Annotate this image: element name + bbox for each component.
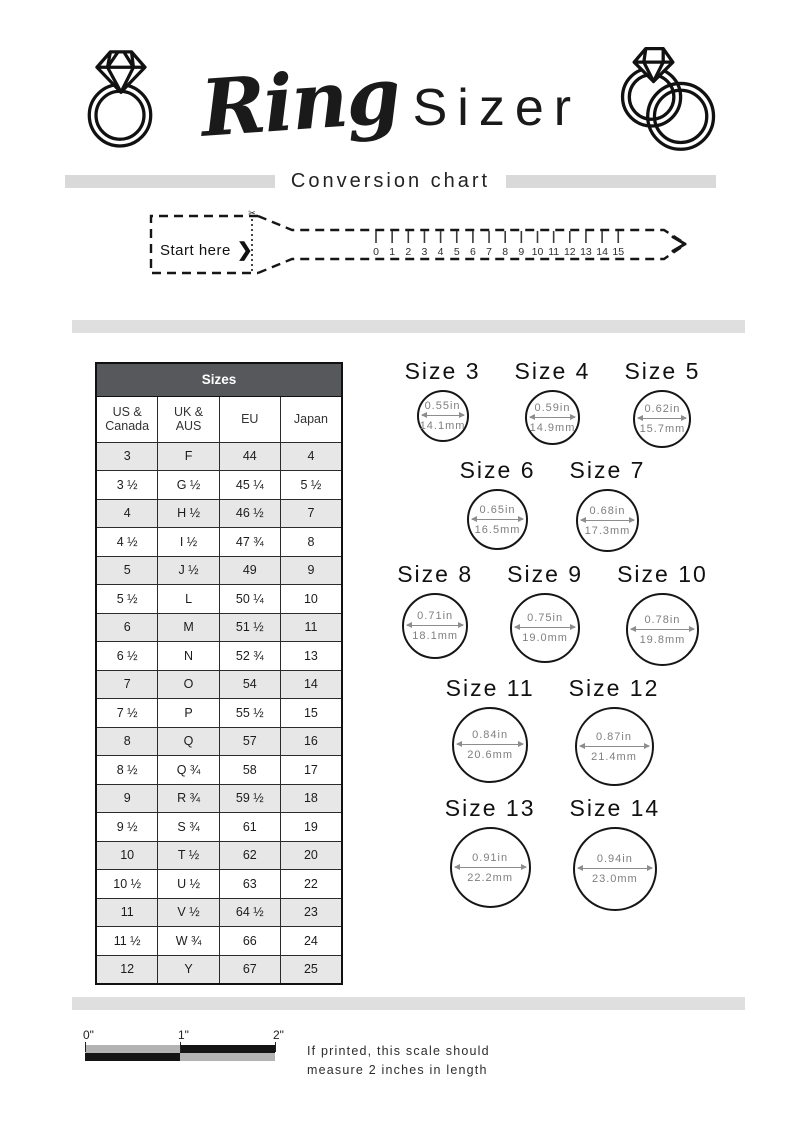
table-cell: 8 ½: [96, 756, 158, 785]
diameter-inches: 0.55in: [424, 400, 461, 412]
table-cell: Y: [158, 955, 219, 984]
diameter-mm: 19.8mm: [639, 633, 686, 646]
size-circle-item: [569, 675, 660, 786]
table-row: [96, 528, 342, 557]
print-scale-note: If printed, this scale should measure 2 inches in length: [307, 1043, 490, 1077]
size-circle-item: [507, 561, 583, 663]
table-cell: 66: [219, 927, 280, 956]
table-cell: 13: [280, 642, 342, 671]
size-label: Size 12: [568, 675, 660, 701]
circle-row: [351, 561, 754, 666]
ring-size-circle: [402, 593, 468, 659]
ring-size-circle: [510, 593, 580, 663]
ring-size-circle: [467, 489, 528, 550]
size-circle-item: [446, 675, 535, 783]
table-cell: 24: [280, 927, 342, 956]
scissors-icon: ✂: [248, 208, 256, 218]
table-cell: 7 ½: [96, 699, 158, 728]
table-cell: 44: [219, 442, 280, 471]
table-cell: S ¾: [158, 813, 219, 842]
size-label: Size 4: [514, 358, 591, 384]
size-circle-item: [445, 795, 536, 908]
circle-row: [351, 358, 754, 448]
table-row: [96, 870, 342, 899]
table-cell: 18: [280, 784, 342, 813]
table-cell: 63: [219, 870, 280, 899]
size-label: Size 6: [459, 457, 536, 483]
svg-text:15: 15: [612, 246, 625, 258]
header: [0, 0, 794, 168]
table-cell: 11 ½: [96, 927, 158, 956]
table-row: [96, 699, 342, 728]
table-cell: 9: [96, 784, 158, 813]
ring-size-circle: [633, 390, 691, 448]
svg-text:10: 10: [531, 246, 544, 258]
diameter-inches: 0.62in: [644, 403, 681, 415]
size-label: Size 3: [404, 358, 481, 384]
table-cell: Q ¾: [158, 756, 219, 785]
table-cell: 49: [219, 556, 280, 585]
table-cell: 5 ½: [280, 471, 342, 500]
table-cell: 11: [96, 898, 158, 927]
title-script-ring: Ring: [197, 50, 402, 155]
table-cell: 5: [96, 556, 158, 585]
diameter-arrow: [638, 418, 686, 419]
subtitle-row: [65, 170, 716, 193]
table-row: [96, 898, 342, 927]
table-cell: U ½: [158, 870, 219, 899]
ruler-tick: [275, 1042, 276, 1052]
ruler-segment: [85, 1053, 180, 1061]
ruler-inch-label: 1": [178, 1027, 189, 1042]
table-row: [96, 756, 342, 785]
table-cell: 9 ½: [96, 813, 158, 842]
table-cell: 4: [96, 499, 158, 528]
diameter-arrow: [580, 746, 649, 747]
table-cell: 54: [219, 670, 280, 699]
table-row: [96, 499, 342, 528]
divider-top: [72, 320, 745, 333]
svg-text:14: 14: [596, 246, 608, 258]
table-cell: 15: [280, 699, 342, 728]
size-circle-item: [515, 358, 591, 445]
diameter-inches: 0.75in: [527, 612, 564, 624]
svg-text:5: 5: [453, 246, 460, 258]
diameter-arrow: [631, 629, 694, 630]
table-cell: 4: [280, 442, 342, 471]
print-scale-ruler: [85, 1028, 285, 1076]
svg-text:9: 9: [518, 246, 525, 258]
table-row: [96, 471, 342, 500]
table-cell: 16: [280, 727, 342, 756]
diameter-mm: 21.4mm: [591, 750, 637, 763]
table-cell: 23: [280, 898, 342, 927]
table-cell: 12: [96, 955, 158, 984]
table-column-header: UK & AUS: [158, 396, 219, 442]
svg-text:4: 4: [437, 246, 444, 258]
svg-text:2: 2: [405, 246, 412, 258]
size-circle-item: [405, 358, 481, 442]
size-table-body: [96, 442, 342, 984]
diameter-mm: 16.5mm: [474, 523, 521, 536]
table-cell: Q: [158, 727, 219, 756]
diameter-inches: 0.59in: [534, 401, 571, 414]
table-column-header: Japan: [280, 396, 342, 442]
diameter-arrow: [515, 627, 575, 628]
diameter-mm: 23.0mm: [591, 873, 638, 885]
table-cell: 22: [280, 870, 342, 899]
table-cell: P: [158, 699, 219, 728]
ring-size-circle: [576, 489, 639, 552]
table-cell: 7: [280, 499, 342, 528]
table-column-header: EU: [219, 396, 280, 442]
diameter-inches: 0.71in: [417, 610, 454, 622]
table-row: [96, 727, 342, 756]
diameter-arrow: [578, 868, 652, 869]
ruler-inch-label: 0": [83, 1027, 94, 1042]
diameter-arrow: [457, 744, 523, 745]
chevron-right-icon: ❯: [236, 240, 254, 261]
table-cell: N: [158, 642, 219, 671]
circle-row: [351, 795, 754, 911]
subtitle-text: Conversion chart: [290, 170, 491, 192]
diameter-mm: 15.7mm: [639, 423, 686, 435]
diameter-arrow: [422, 415, 464, 416]
table-cell: O: [158, 670, 219, 699]
table-cell: 47 ¾: [219, 528, 280, 557]
main-content: [95, 358, 754, 985]
svg-text:12: 12: [563, 246, 576, 258]
diameter-inches: 0.94in: [596, 853, 633, 865]
table-row: [96, 585, 342, 614]
table-row: [96, 613, 342, 642]
table-cell: 58: [219, 756, 280, 785]
table-row: [96, 556, 342, 585]
table-cell: T ½: [158, 841, 219, 870]
ring-size-circle: [417, 390, 469, 442]
ruler-tick: [180, 1042, 181, 1052]
table-cell: H ½: [158, 499, 219, 528]
table-row: [96, 784, 342, 813]
diameter-arrow: [455, 867, 526, 868]
diameter-mm: 14.9mm: [529, 421, 576, 434]
ruler-tick: [85, 1042, 86, 1052]
table-row: [96, 927, 342, 956]
diameter-mm: 17.3mm: [584, 524, 631, 537]
diameter-mm: 20.6mm: [467, 749, 513, 761]
diameter-mm: 18.1mm: [412, 630, 459, 642]
size-conversion-table: [95, 362, 343, 985]
sizer-strip-ticks: [373, 231, 624, 258]
size-label: Size 8: [397, 561, 474, 587]
table-cell: 6: [96, 613, 158, 642]
table-cell: L: [158, 585, 219, 614]
svg-text:6: 6: [469, 246, 476, 258]
double-rings-icon: [614, 37, 724, 162]
ruler-segment: [180, 1045, 275, 1053]
diameter-inches: 0.84in: [472, 729, 509, 741]
table-cell: R ¾: [158, 784, 219, 813]
table-cell: 20: [280, 841, 342, 870]
size-label: Size 10: [617, 561, 708, 587]
size-circle-item: [397, 561, 473, 659]
table-cell: G ½: [158, 471, 219, 500]
table-cell: 57: [219, 727, 280, 756]
table-cell: 3 ½: [96, 471, 158, 500]
ruler-inch-label: 2": [273, 1027, 284, 1042]
size-label: Size 7: [569, 457, 646, 483]
table-row: [96, 642, 342, 671]
diameter-mm: 19.0mm: [522, 632, 568, 644]
size-label: Size 5: [624, 358, 701, 384]
ruler-segment: [85, 1045, 180, 1053]
svg-text:7: 7: [486, 246, 492, 258]
diameter-mm: 22.2mm: [467, 871, 514, 884]
page-title: [197, 50, 582, 155]
table-cell: V ½: [158, 898, 219, 927]
table-cell: 8: [280, 528, 342, 557]
table-cell: 14: [280, 670, 342, 699]
table-cell: 25: [280, 955, 342, 984]
table-cell: 62: [219, 841, 280, 870]
table-row: [96, 813, 342, 842]
diameter-inches: 0.68in: [589, 504, 626, 517]
table-cell: F: [158, 442, 219, 471]
table-cell: 11: [280, 613, 342, 642]
table-cell: 8: [96, 727, 158, 756]
svg-text:3: 3: [421, 246, 428, 258]
table-cell: 3: [96, 442, 158, 471]
ring-size-circle: [573, 827, 657, 911]
ring-size-circle: [525, 390, 580, 445]
diameter-arrow: [472, 519, 523, 520]
table-column-headers: [96, 396, 342, 442]
table-cell: 50 ¼: [219, 585, 280, 614]
ring-size-circle: [626, 593, 699, 666]
diamond-ring-icon: [72, 38, 168, 161]
table-cell: 10: [280, 585, 342, 614]
size-circle-item: [617, 561, 708, 666]
size-label: Size 13: [444, 795, 536, 821]
footer: [85, 1028, 794, 1081]
svg-text:0: 0: [373, 246, 379, 258]
table-cell: 64 ½: [219, 898, 280, 927]
ring-size-circle: [450, 827, 531, 908]
table-cell: 46 ½: [219, 499, 280, 528]
table-cell: W ¾: [158, 927, 219, 956]
svg-text:13: 13: [580, 246, 592, 258]
size-circle-item: [460, 457, 536, 550]
table-cell: 55 ½: [219, 699, 280, 728]
table-title: Sizes: [96, 363, 342, 396]
table-row: [96, 442, 342, 471]
table-cell: 52 ¾: [219, 642, 280, 671]
diameter-inches: 0.78in: [644, 613, 681, 626]
subtitle-bar-right: [506, 175, 716, 188]
table-cell: 5 ½: [96, 585, 158, 614]
table-cell: I ½: [158, 528, 219, 557]
table-cell: J ½: [158, 556, 219, 585]
size-circle-item: [570, 457, 646, 552]
ruler-segment: [180, 1053, 275, 1061]
diameter-arrow: [581, 520, 634, 521]
size-circles: [343, 358, 754, 920]
table-cell: 17: [280, 756, 342, 785]
ring-size-circle: [452, 707, 528, 783]
diameter-arrow: [407, 625, 463, 626]
table-cell: 59 ½: [219, 784, 280, 813]
size-label: Size 11: [445, 675, 535, 701]
table-row: [96, 955, 342, 984]
table-cell: 7: [96, 670, 158, 699]
diameter-inches: 0.91in: [472, 851, 509, 864]
size-label: Size 14: [569, 795, 661, 821]
table-cell: 4 ½: [96, 528, 158, 557]
table-cell: 19: [280, 813, 342, 842]
table-cell: 45 ¼: [219, 471, 280, 500]
table-row: [96, 670, 342, 699]
title-sizer: Sizer: [412, 79, 582, 137]
table-column-header: US & Canada: [96, 396, 158, 442]
table-row: [96, 841, 342, 870]
table-cell: 61: [219, 813, 280, 842]
table-cell: 9: [280, 556, 342, 585]
diameter-inches: 0.87in: [596, 730, 632, 743]
size-circle-item: [624, 358, 700, 448]
divider-bottom: [72, 997, 745, 1010]
svg-text:11: 11: [548, 246, 560, 258]
diameter-arrow: [530, 417, 575, 418]
table-cell: 67: [219, 955, 280, 984]
table-cell: 51 ½: [219, 613, 280, 642]
circle-row: [351, 675, 754, 786]
diameter-inches: 0.65in: [479, 503, 516, 516]
ring-sizer-strip: [0, 193, 794, 311]
table-cell: 10: [96, 841, 158, 870]
start-here-label: Start here ❯: [160, 240, 254, 261]
svg-text:1: 1: [389, 246, 396, 258]
size-label: Size 9: [507, 561, 584, 587]
ring-size-circle: [575, 707, 654, 786]
table-cell: M: [158, 613, 219, 642]
diameter-mm: 14.1mm: [419, 420, 466, 432]
circle-row: [351, 457, 754, 552]
svg-text:8: 8: [502, 246, 509, 258]
size-circle-item: [570, 795, 661, 911]
table-cell: 6 ½: [96, 642, 158, 671]
subtitle-bar-left: [65, 175, 275, 188]
table-cell: 10 ½: [96, 870, 158, 899]
